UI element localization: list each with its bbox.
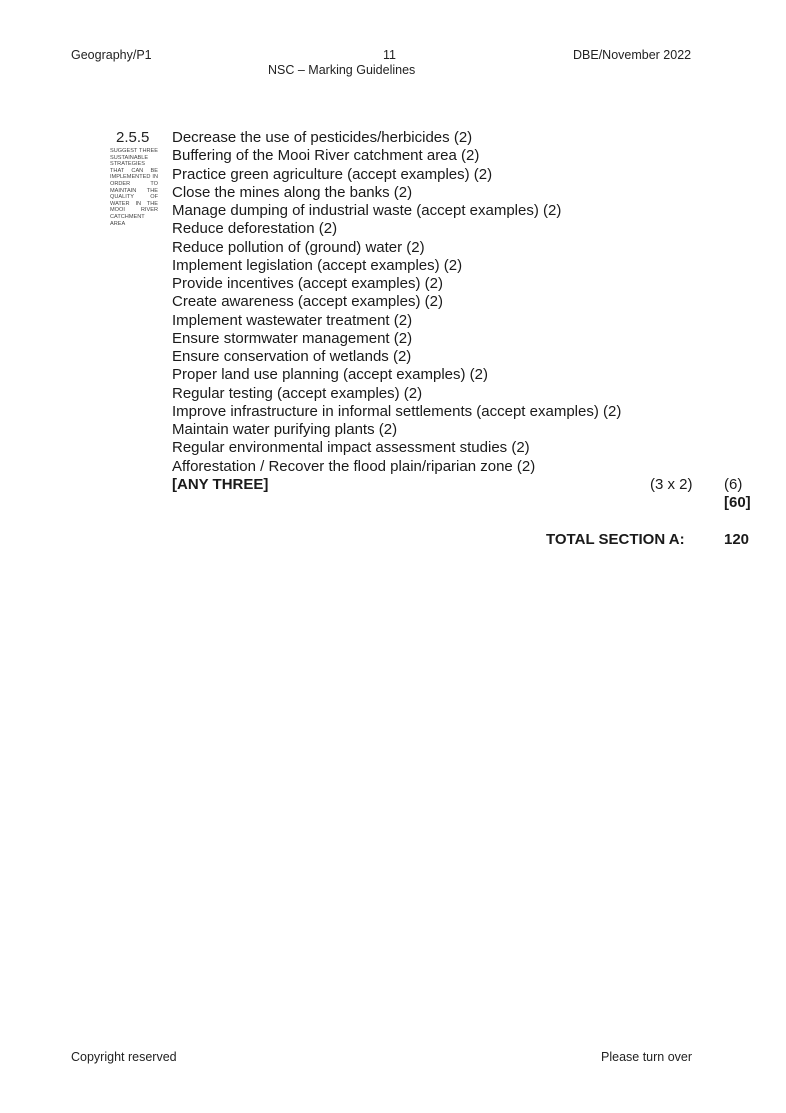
list-item: Practice green agriculture (accept examples) (2) <box>172 165 493 183</box>
list-item: Close the mines along the banks (2) <box>172 183 413 201</box>
list-item: Buffering of the Mooi River catchment area (2) <box>172 147 480 165</box>
list-item: Improve infrastructure in informal settlements (accept examples) (2) <box>172 402 622 420</box>
list-item: Afforestation / Recover the flood plain/riparian zone (2) <box>172 457 536 475</box>
header-subtitle: NSC – Marking Guidelines <box>268 63 416 77</box>
total-value: 120 <box>724 531 750 548</box>
list-item: Regular testing (accept examples) (2) <box>172 384 423 402</box>
total-label: TOTAL SECTION A: <box>546 531 685 548</box>
question-number: 2.5.5 <box>116 129 150 146</box>
list-item: Implement legislation (accept examples) (2) <box>172 256 463 274</box>
footer-copyright: Copyright reserved <box>71 1050 177 1064</box>
answer-list <box>172 129 621 494</box>
list-item: Ensure conservation of wetlands (2) <box>172 348 412 365</box>
list-item: Reduce deforestation (2) <box>172 220 338 238</box>
list-item: Manage dumping of industrial waste (accept examples) (2) <box>172 202 562 219</box>
footer-turn-over: Please turn over <box>601 1050 693 1064</box>
list-item: Regular environmental impact assessment studies (2) <box>172 439 530 457</box>
question-label: SUGGEST THREE SUSTAINABLE STRATEGIES THAT CAN BE IMPLEMENTED IN ORDER TO MAINTAIN THE QUALITY OF WATER IN THE MOOI RIVER CATCHMENT AREA <box>110 148 158 227</box>
list-item: Reduce pollution of (ground) water (2) <box>172 238 425 256</box>
list-item: Maintain water purifying plants (2) <box>172 421 398 438</box>
list-item: Ensure stormwater management (2) <box>172 329 413 347</box>
header-subject: Geography/P1 <box>71 48 152 62</box>
mark-calculation: (3 x 2) <box>650 476 693 493</box>
list-item: Decrease the use of pesticides/herbicides (2) <box>172 129 473 146</box>
instruction-any-three: [ANY THREE] <box>172 475 269 493</box>
list-item: Create awareness (accept examples) (2) <box>172 293 443 311</box>
list-item: Proper land use planning (accept examples) (2) <box>172 366 489 384</box>
question-marks: (6) <box>724 476 743 493</box>
question-subtotal: [60] <box>724 494 751 511</box>
header-exam-date: DBE/November 2022 <box>573 48 692 62</box>
header-page-number: 11 <box>383 48 396 62</box>
list-item: Implement wastewater treatment (2) <box>172 311 413 329</box>
list-item: Provide incentives (accept examples) (2) <box>172 275 443 292</box>
